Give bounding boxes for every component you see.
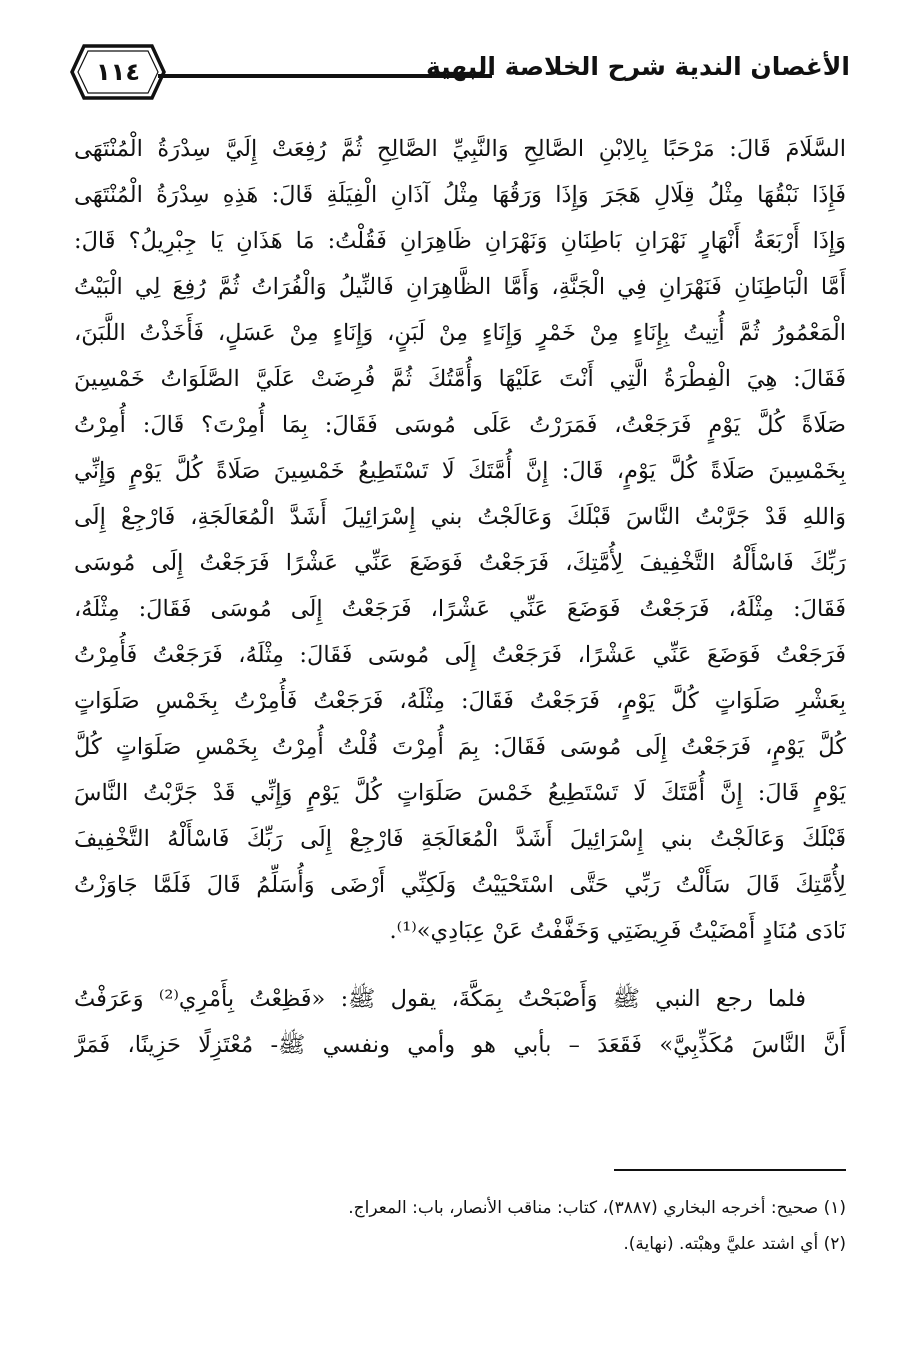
page-number-badge: [70, 40, 166, 104]
text-line: فَقَالَ: مِثْلَهُ، فَرَجَعْتُ فَوَضَعَ عَنِّي عَشْرًا، فَرَجَعْتُ إِلَى مُوسَى فَقَالَ: مِثْلَهُ،: [74, 596, 846, 622]
page-header: [70, 38, 850, 110]
page-number: ١١٤: [96, 58, 140, 86]
main-text: [74, 126, 846, 1068]
text-line: أَنَّ النَّاسَ مُكَذِّبِيَّ» فَقَعَدَ – بأبي هو وأمي ونفسي ﷺ- مُعْتَزِلًا حَزِينًا، فَمَرَّ: [74, 1032, 846, 1058]
text-line: لِأُمَّتِكَ قَالَ سَأَلْتُ رَبِّي حَتَّى اسْتَحْيَيْتُ وَلَكِنِّي أَرْضَى وَأُسَلِّمُ قَالَ فَلَمَّا جَاوَزْتُ: [74, 872, 846, 898]
footnote-1: (١) صحيح: أخرجه البخاري (٣٨٨٧)، كتاب: مناقب الأنصار، باب: المعراج.: [348, 1198, 846, 1218]
text-line: وَاللهِ قَدْ جَرَّبْتُ النَّاسَ قَبْلَكَ وَعَالَجْتُ بني إِسْرَائِيلَ أَشَدَّ الْمُعَالَجَةِ، فَارْجِعْ إِلَى: [74, 504, 846, 530]
text-line: بِخَمْسِينَ صَلَاةً كُلَّ يَوْمٍ، قَالَ: إِنَّ أُمَّتَكَ لَا تَسْتَطِيعُ خَمْسِينَ صَلَاةً كُلَّ يَوْمٍ وَإِنِّي: [74, 458, 846, 484]
text-line: فلما رجع النبي ﷺ وَأَصْبَحْتُ بِمَكَّةَ، يقول ﷺ: «فَظِعْتُ بِأَمْرِي⁽²⁾ وَعَرَفْتُ: [74, 986, 806, 1012]
text-line: الْمَعْمُورُ ثُمَّ أُتِيتُ بِإِنَاءٍ مِنْ خَمْرٍ وَإِنَاءٍ مِنْ لَبَنٍ، وَإِنَاءٍ مِنْ عَسَلٍ، فَأَخَذْتُ اللَّبَنَ،: [74, 320, 846, 346]
text-line: بِعَشْرِ صَلَوَاتٍ كُلَّ يَوْمٍ، فَرَجَعْتُ فَقَالَ: مِثْلَهُ، فَرَجَعْتُ فَأُمِرْتُ بِخَمْسِ صَلَوَاتٍ: [74, 688, 846, 714]
footnote-2: (٢) أي اشتد عليَّ وهبْته. (نهاية).: [623, 1234, 846, 1254]
text-line: يَوْمٍ قَالَ: إِنَّ أُمَّتَكَ لَا تَسْتَطِيعُ خَمْسَ صَلَوَاتٍ كُلَّ يَوْمٍ وَإِنِّي قَدْ جَرَّبْتُ النَّاسَ: [74, 780, 846, 806]
text-line: قَبْلَكَ وَعَالَجْتُ بني إِسْرَائِيلَ أَشَدَّ الْمُعَالَجَةِ فَارْجِعْ إِلَى رَبِّكَ فَاسْأَلْهُ التَّخْفِيفَ: [74, 826, 846, 852]
footnote-separator: [614, 1169, 846, 1171]
text-line: كُلَّ يَوْمٍ، فَرَجَعْتُ إِلَى مُوسَى فَقَالَ: بِمَ أُمِرْتَ قُلْتُ أُمِرْتُ بِخَمْسِ صَلَوَاتٍ كُلَّ: [74, 734, 846, 760]
text-line: وَإِذَا أَرْبَعَةُ أَنْهَارٍ نَهْرَانِ بَاطِنَانِ وَنَهْرَانِ ظَاهِرَانِ فَقُلْتُ: مَا هَذَانِ يَا جِبْرِيلُ؟ قَالَ:: [74, 228, 846, 254]
text-line: فَقَالَ: هِيَ الْفِطْرَةُ الَّتِي أَنْتَ عَلَيْهَا وَأُمَّتُكَ ثُمَّ فُرِضَتْ عَلَيَّ الصَّلَوَاتُ خَمْسِينَ: [74, 366, 846, 392]
text-line: رَبِّكَ فَاسْأَلْهُ التَّخْفِيفَ لِأُمَّتِكَ، فَرَجَعْتُ فَوَضَعَ عَنِّي عَشْرًا فَرَجَعْتُ إِلَى مُوسَى: [74, 550, 846, 576]
text-line: السَّلَامَ قَالَ: مَرْحَبًا بِالِابْنِ الصَّالِحِ وَالنَّبِيِّ الصَّالِحِ ثُمَّ رُفِعَتْ إِلَيَّ سِدْرَةُ الْمُنْتَهَى: [74, 136, 846, 162]
running-title: الأغصان الندية شرح الخلاصة البهية: [425, 52, 850, 81]
text-line: فَرَجَعْتُ فَوَضَعَ عَنِّي عَشْرًا، فَرَجَعْتُ إِلَى مُوسَى فَقَالَ: مِثْلَهُ، فَرَجَعْتُ فَأُمِرْتُ: [74, 642, 846, 668]
text-line: صَلَاةً كُلَّ يَوْمٍ فَرَجَعْتُ، فَمَرَرْتُ عَلَى مُوسَى فَقَالَ: بِمَا أُمِرْتَ؟ قَالَ: أُمِرْتُ: [74, 412, 846, 438]
text-line: فَإِذَا نَبْقُهَا مِثْلُ قِلَالِ هَجَرَ وَإِذَا وَرَقُهَا مِثْلُ آذَانِ الْفِيَلَةِ قَالَ: هَذِهِ سِدْرَةُ الْمُنْتَهَى: [74, 182, 846, 208]
paragraph-gap: [74, 954, 846, 976]
text-line: أَمَّا الْبَاطِنَانِ فَنَهْرَانِ فِي الْجَنَّةِ، وَأَمَّا الظَّاهِرَانِ فَالنِّيلُ وَالْفُرَاتُ ثُمَّ رُفِعَ لِي الْبَيْتُ: [74, 274, 846, 300]
footnotes: [74, 1190, 846, 1262]
text-line: نَادَى مُنَادٍ أَمْضَيْتُ فَرِيضَتِي وَخَفَّفْتُ عَنْ عِبَادِي»⁽¹⁾.: [389, 918, 846, 944]
